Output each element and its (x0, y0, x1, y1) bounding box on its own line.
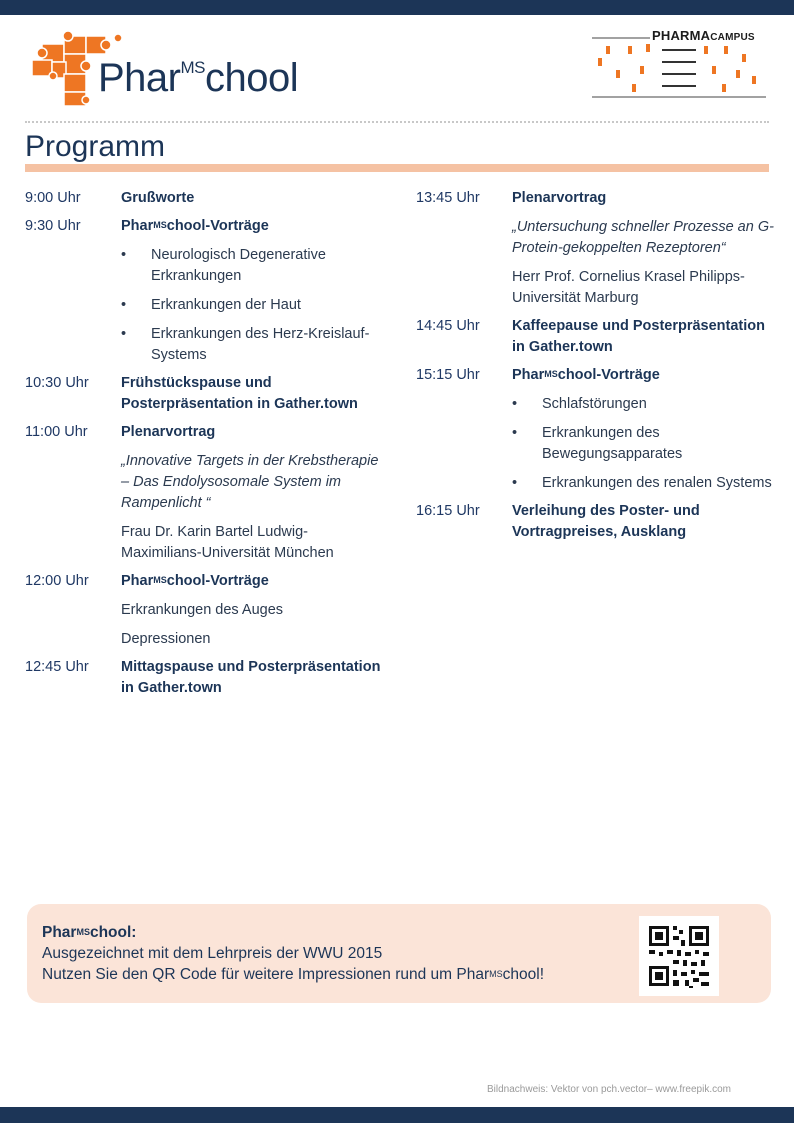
pharmacampus-graphic (592, 26, 768, 101)
talk-title: „Innovative Targets in der Krebstherapie – Das Endolysosomale System im Rampenlicht “ (121, 453, 379, 511)
entry-title: Frühstückspause und Posterpräsentation in Gather.town (121, 375, 358, 412)
list-item: • Erkrankungen des renalen Systems (512, 475, 772, 491)
entry-title: Phar$^{MS}$chool-Vorträge (121, 218, 269, 234)
entry-time: 13:45 Uhr (416, 190, 480, 206)
entry-time: 14:45 Uhr (416, 318, 480, 334)
schedule-left-column (25, 188, 385, 706)
schedule-entry (416, 188, 776, 309)
talk-title: „Untersuchung schneller Prozesse an G-Protein-gekoppelten Rezeptoren“ (512, 219, 774, 256)
entry-time: 12:00 Uhr (25, 573, 89, 589)
schedule-entry (416, 365, 776, 494)
entry-time: 10:30 Uhr (25, 375, 89, 391)
schedule-entry (25, 373, 385, 415)
entry-time: 12:45 Uhr (25, 659, 89, 675)
qr-hint-line: Nutzen Sie den QR Code für weitere Impressionen rund um Phar$^{MS}$chool! (42, 966, 545, 983)
page-title: Programm (25, 130, 166, 163)
info-text: Phar$^{MS}$chool: Ausgezeichnet mit dem Lehrpreis der WWU 2015 Nutzen Sie den QR Code für weitere Impressionen rund um Phar$^{MS}$chool! (42, 924, 545, 983)
entry-time: 9:30 Uhr (25, 218, 81, 234)
qr-code[interactable] (639, 916, 719, 996)
schedule-entry (416, 316, 776, 358)
header-divider (25, 121, 769, 123)
pharmschool-logo (28, 30, 338, 108)
top-bar (0, 0, 794, 15)
list-item: • Erkrankungen der Haut (121, 297, 301, 313)
list-item: • Erkrankungen des Bewegungsapparates (512, 425, 683, 462)
list-item: • Schlafstörungen (512, 396, 647, 412)
schedule-entry (25, 657, 385, 699)
entry-title: Grußworte (121, 190, 195, 206)
entry-title: Plenarvortrag (512, 190, 607, 206)
schedule-entry (25, 571, 385, 650)
entry-title: Verleihung des Poster- und Vortragpreises, Ausklang (512, 503, 700, 540)
entry-time: 9:00 Uhr (25, 190, 81, 206)
entry-title: Kaffeepause und Posterpräsentation in Gather.town (512, 318, 765, 355)
entry-title: Phar$^{MS}$chool-Vorträge (121, 573, 269, 589)
schedule-entry (25, 422, 385, 564)
list-item: Erkrankungen des Auges (121, 602, 284, 618)
entry-time: 15:15 Uhr (416, 367, 480, 383)
pharmacampus-wordmark: PHARMACAMPUS (652, 28, 755, 43)
speaker: Herr Prof. Cornelius Krasel Philipps-Universität Marburg (512, 269, 745, 306)
image-credit: Bildnachweis: Vektor von pch.vector– www.freepik.com (487, 1084, 731, 1095)
qr-code-icon (639, 916, 719, 996)
entry-title: Plenarvortrag (121, 424, 216, 440)
schedule-entry (416, 501, 776, 543)
speaker: Frau Dr. Karin Bartel Ludwig-Maximilians-Universität München (121, 524, 334, 561)
entry-time: 11:00 Uhr (25, 424, 88, 440)
schedule-right-column (416, 188, 776, 550)
entry-time: 16:15 Uhr (416, 503, 480, 519)
info-box (27, 904, 771, 1003)
pharmacampus-logo (592, 26, 768, 101)
schedule-entry (25, 188, 385, 209)
list-item: Depressionen (121, 631, 211, 647)
award-line: Ausgezeichnet mit dem Lehrpreis der WWU 2015 (42, 945, 383, 962)
entry-title: Mittagspause und Posterpräsentation in Gather.town (121, 659, 381, 696)
schedule-entry (25, 216, 385, 366)
title-rule (25, 164, 769, 172)
list-item: • Neurologisch Degenerative Erkrankungen (121, 247, 326, 284)
entry-title: Phar$^{MS}$chool-Vorträge (512, 367, 660, 383)
list-item: • Erkrankungen des Herz-Kreislauf-Systems (121, 326, 370, 363)
logo-wordmark: Phar$^{MS}$chool (98, 56, 299, 100)
bottom-bar (0, 1107, 794, 1123)
